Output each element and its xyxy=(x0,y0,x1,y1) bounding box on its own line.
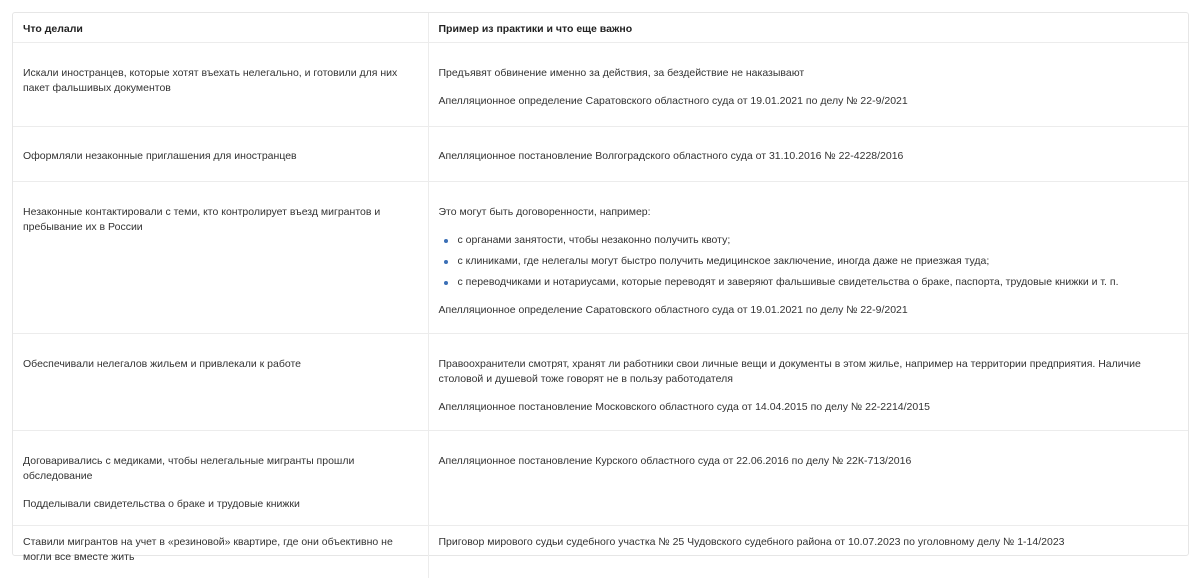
table-row xyxy=(13,181,1188,333)
example-cell xyxy=(428,333,1188,430)
action-text: Обеспечивали нелегалов жильем и привлекали к работе xyxy=(23,357,302,370)
table-row xyxy=(13,430,1188,525)
practice-table-container xyxy=(12,12,1189,563)
action-text: Договаривались с медиками, чтобы нелегальные мигранты прошли обследование xyxy=(23,454,355,482)
practice-table xyxy=(13,13,1188,578)
example-text: Апелляционное постановление Волгоградского областного суда от 31.10.2016 № 22-4228/2016 xyxy=(438,149,904,162)
column-header-actions: Что делали xyxy=(13,13,428,42)
example-text: Приговор мирового судьи судебного участка № 25 Чудовского судебного района от 10.07.2023 по уголовному делу № 1-14/2023 xyxy=(438,535,1065,548)
action-cell xyxy=(13,42,428,126)
example-cell xyxy=(428,126,1188,181)
action-cell xyxy=(13,525,428,578)
example-text: Правоохранители смотрят, хранят ли работники свои личные вещи и документы в этом жилье, например на территории предприятия. Наличие столовой и душевой тоже говорят не в пользу работодателя xyxy=(438,357,1141,385)
example-cell xyxy=(428,430,1188,525)
table-row xyxy=(13,126,1188,181)
bullet-icon xyxy=(444,260,448,264)
list-item xyxy=(439,254,1179,269)
example-bullet-list xyxy=(439,233,1179,290)
example-text: Это могут быть договоренности, например: xyxy=(438,205,651,218)
list-item xyxy=(439,233,1179,248)
table-row xyxy=(13,333,1188,430)
action-text: Подделывали свидетельства о браке и трудовые книжки xyxy=(23,497,300,510)
example-cell xyxy=(428,525,1188,578)
action-text: Незаконные контактировали с теми, кто контролирует въезд мигрантов и пребывание их в России xyxy=(23,205,381,233)
action-text: Искали иностранцев, которые хотят въехать нелегально, и готовили для них пакет фальшивых документов xyxy=(23,66,398,94)
action-cell xyxy=(13,181,428,333)
list-item-text: с клиниками, где нелегалы могут быстро получить медицинское заключение, иногда даже не приезжая туда; xyxy=(457,254,990,267)
bullet-icon xyxy=(444,239,448,243)
action-cell xyxy=(13,126,428,181)
action-cell xyxy=(13,333,428,430)
list-item-text: с переводчиками и нотариусами, которые переводят и заверяют фальшивые свидетельства о браке, паспорта, трудовые книжки и т. п. xyxy=(457,275,1119,288)
table-header-row xyxy=(13,13,1188,42)
example-text: Предъявят обвинение именно за действия, за бездействие не наказывают xyxy=(438,66,805,79)
action-cell xyxy=(13,430,428,525)
example-cell xyxy=(428,181,1188,333)
action-text: Ставили мигрантов на учет в «резиновой» квартире, где они объективно не могли все вместе жить xyxy=(23,535,393,563)
action-text: Оформляли незаконные приглашения для иностранцев xyxy=(23,149,297,162)
table-row xyxy=(13,525,1188,578)
example-text: Апелляционное постановление Московского областного суда от 14.04.2015 по делу № 22-2214/2015 xyxy=(438,400,930,413)
table-row xyxy=(13,42,1188,126)
list-item xyxy=(439,275,1179,290)
example-text: Апелляционное определение Саратовского областного суда от 19.01.2021 по делу № 22-9/2021 xyxy=(438,94,908,107)
bullet-icon xyxy=(444,281,448,285)
column-header-examples: Пример из практики и что еще важно xyxy=(428,13,1188,42)
example-text: Апелляционное определение Саратовского областного суда от 19.01.2021 по делу № 22-9/2021 xyxy=(438,303,908,316)
list-item-text: с органами занятости, чтобы незаконно получить квоту; xyxy=(457,233,731,246)
example-text: Апелляционное постановление Курского областного суда от 22.06.2016 по делу № 22К-713/2016 xyxy=(438,454,912,467)
example-cell xyxy=(428,42,1188,126)
